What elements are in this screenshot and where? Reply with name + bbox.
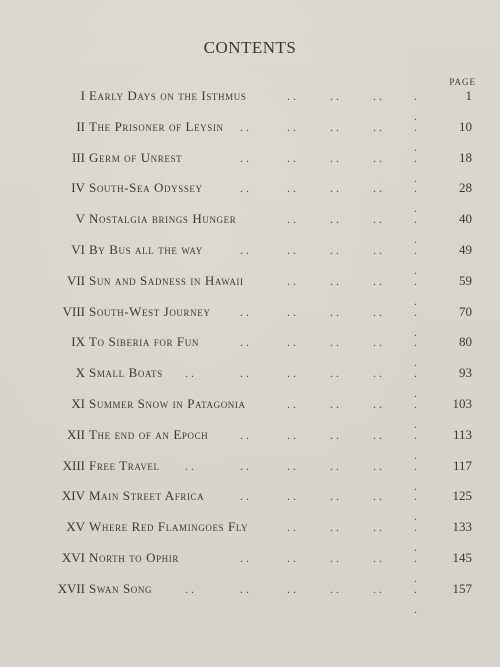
chapter-page-number: 125 bbox=[452, 488, 472, 504]
contents-entry bbox=[0, 363, 500, 401]
chapter-page-number: 10 bbox=[459, 118, 472, 134]
chapter-number: V bbox=[75, 211, 85, 227]
chapter-page-number: 1 bbox=[465, 88, 472, 103]
chapter-number: XI bbox=[71, 396, 85, 411]
chapter-page-number: 113 bbox=[452, 426, 472, 442]
dot-leader: . . . . . . . . bbox=[287, 397, 417, 431]
dot-leader: . . . . . . . . . . bbox=[240, 551, 417, 585]
chapter-number: VIII bbox=[62, 303, 85, 319]
chapter-title: Summer Snow in Patagonia bbox=[89, 396, 246, 411]
chapter-page-number: 145 bbox=[452, 550, 472, 565]
chapter-number: X bbox=[75, 365, 85, 381]
contents-entry bbox=[0, 209, 500, 247]
dot-leader: . . . . . . . . . . bbox=[240, 335, 417, 370]
chapter-number: VII bbox=[66, 272, 85, 288]
chapter-page-number: 157 bbox=[452, 580, 472, 596]
chapter-number: IV bbox=[71, 180, 85, 196]
chapter-number: IX bbox=[71, 334, 85, 350]
contents-entry bbox=[0, 548, 500, 585]
chapter-page-number: 18 bbox=[459, 149, 472, 165]
contents-entry bbox=[0, 425, 500, 462]
chapter-page-number: 49 bbox=[459, 242, 472, 257]
contents-entry bbox=[0, 117, 500, 154]
chapter-title: Early Days on the Isthmus bbox=[89, 88, 247, 103]
dot-leader: . . . . . . . . bbox=[287, 212, 417, 247]
chapter-number: I bbox=[80, 88, 85, 103]
chapter-page-number: 59 bbox=[459, 272, 472, 288]
contents-entry bbox=[0, 332, 500, 370]
contents-entry bbox=[0, 579, 500, 616]
chapter-title: Free Travel bbox=[89, 457, 160, 473]
chapter-number: XVII bbox=[57, 580, 85, 596]
chapter-number: II bbox=[76, 118, 85, 134]
chapter-title: By Bus all the way bbox=[89, 242, 203, 257]
dot-leader: . . . . . . . . . . bbox=[240, 243, 417, 277]
contents-entry bbox=[0, 271, 500, 308]
dot-leader: . . . . . . . . . . bbox=[240, 427, 417, 462]
chapter-title: South-Sea Odyssey bbox=[89, 180, 203, 196]
contents-entry bbox=[0, 517, 500, 555]
dot-leader: . . . . . . . . . . . . bbox=[185, 581, 417, 616]
chapter-page-number: 70 bbox=[459, 303, 472, 319]
chapter-page-number: 117 bbox=[452, 457, 472, 473]
contents-heading: CONTENTS bbox=[203, 38, 297, 57]
chapter-page-number: 103 bbox=[452, 396, 472, 411]
chapter-title: Nostalgia brings Hunger bbox=[89, 211, 237, 227]
contents-entry bbox=[0, 148, 500, 185]
dot-leader: . . . . . . . . . . bbox=[240, 304, 417, 339]
dot-leader: . . . . . . . . . . bbox=[240, 181, 417, 216]
chapter-title: Swan Song bbox=[89, 580, 153, 596]
chapter-title: The Prisoner of Leysin bbox=[89, 118, 224, 134]
dot-leader: . . . . . . . . . . . . bbox=[185, 458, 417, 493]
contents-entry bbox=[0, 456, 500, 493]
chapter-number: III bbox=[72, 149, 85, 165]
chapter-title: Main Street Africa bbox=[89, 488, 205, 504]
chapter-page-number: 28 bbox=[459, 180, 472, 196]
chapter-number: XII bbox=[66, 426, 85, 442]
chapter-title: To Siberia for Fun bbox=[89, 334, 199, 350]
chapter-title: South-West Journey bbox=[89, 303, 211, 319]
chapter-number: XIII bbox=[62, 457, 85, 473]
chapter-number: VI bbox=[71, 242, 85, 257]
contents-entry bbox=[0, 178, 500, 216]
dot-leader: . . . . . . . . bbox=[287, 273, 417, 308]
dot-leader: . . . . . . . . . . bbox=[240, 119, 417, 154]
chapter-title: The end of an Epoch bbox=[89, 426, 209, 442]
chapter-title: Germ of Unrest bbox=[89, 149, 183, 165]
chapter-title: Sun and Sadness in Hawaii bbox=[89, 272, 244, 288]
contents-entry bbox=[0, 240, 500, 277]
contents-entry bbox=[0, 86, 500, 123]
dot-leader: . . . . . . . . . . bbox=[240, 489, 417, 524]
dot-leader: . . . . . . . . . . . . bbox=[185, 366, 417, 401]
chapter-page-number: 80 bbox=[459, 334, 472, 350]
chapter-page-number: 133 bbox=[452, 519, 472, 535]
page-column-label: PAGE bbox=[449, 77, 476, 87]
contents-entry bbox=[0, 394, 500, 431]
chapter-page-number: 93 bbox=[459, 365, 472, 381]
dot-leader: . . . . . . . . bbox=[287, 89, 417, 123]
chapter-number: XV bbox=[66, 519, 85, 535]
contents-entry bbox=[0, 302, 500, 339]
chapter-title: North to Ophir bbox=[89, 550, 179, 565]
chapter-title: Small Boats bbox=[89, 365, 163, 381]
dot-leader: . . . . . . . . bbox=[287, 520, 417, 555]
contents-entry bbox=[0, 486, 500, 524]
chapter-number: XIV bbox=[61, 488, 85, 504]
chapter-page-number: 40 bbox=[459, 211, 472, 227]
chapter-title: Where Red Flamingoes Fly bbox=[89, 519, 249, 535]
chapter-number: XVI bbox=[61, 550, 85, 565]
dot-leader: . . . . . . . . . . bbox=[240, 150, 417, 185]
